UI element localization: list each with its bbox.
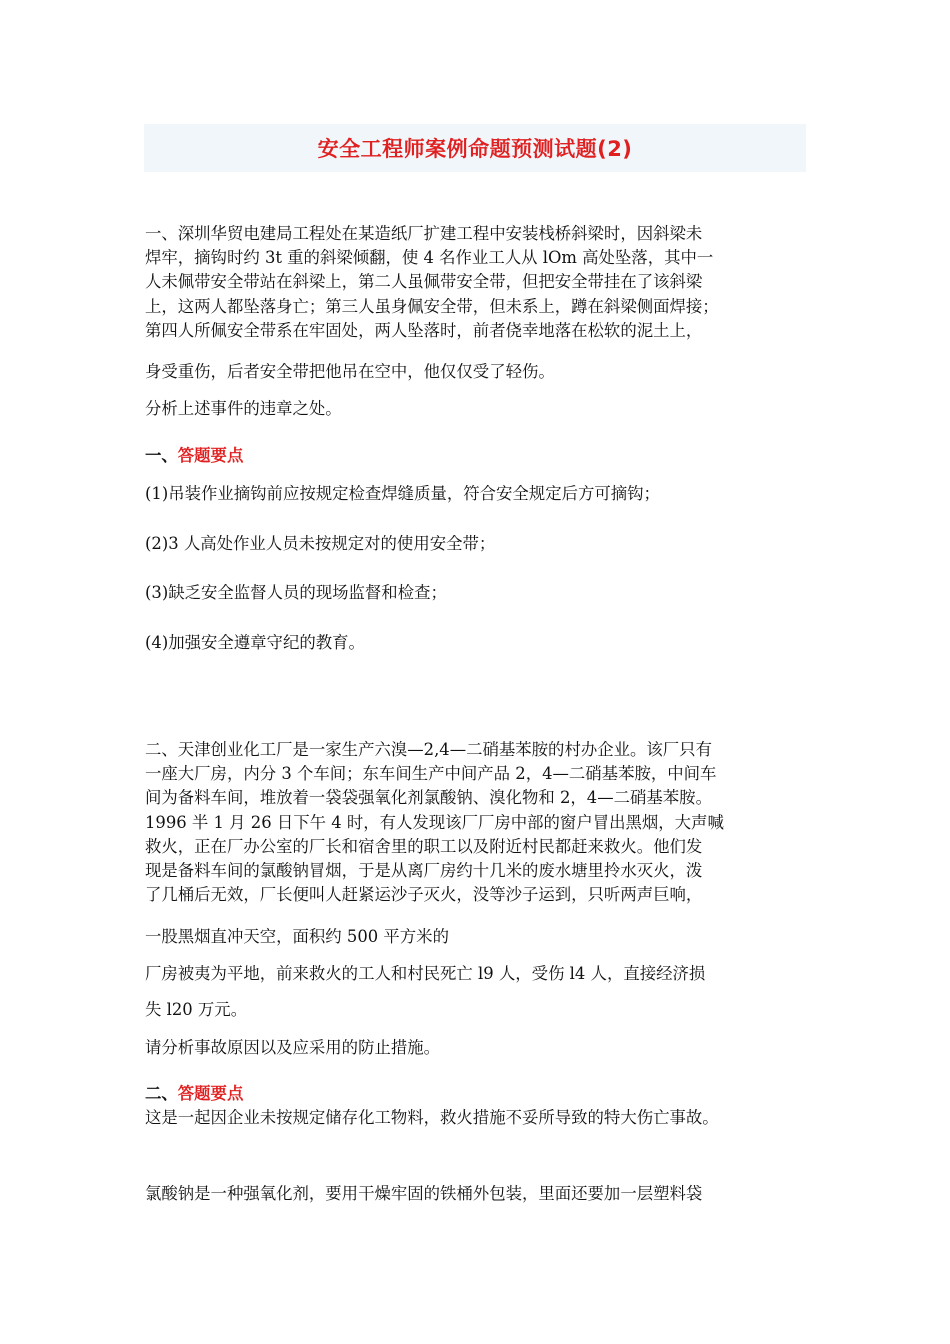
answer2-heading-num: 二、 <box>145 1084 178 1103</box>
answer1-point-1: (1)吊装作业摘钩前应按规定检查焊缝质量，符合安全规定后方可摘钩； <box>145 484 660 503</box>
answer2-summary: 这是一起因企业未按规定储存化工物料，救火措施不妥所导致的特大伤亡事故。 <box>145 1108 719 1127</box>
case1-line-after: 身受重伤，后者安全带把他吊在空中，他仅仅受了轻伤。 <box>145 362 555 381</box>
case1-line: 第四人所佩安全带系在牢固处，两人坠落时，前者侥幸地落在松软的泥土上， <box>145 320 703 340</box>
page-title: 安全工程师案例命题预测试题(2) <box>317 137 633 161</box>
case1-line: 一、深圳华贸电建局工程处在某造纸厂扩建工程中安装栈桥斜梁时，因斜梁未 <box>145 224 703 243</box>
answer2-heading-label: 答题要点 <box>177 1084 244 1103</box>
case2-question: 请分析事故原因以及应采用的防止措施。 <box>145 1038 441 1057</box>
answer2-detail: 氯酸钠是一种强氧化剂，要用干燥牢固的铁桶外包装，里面还要加一层塑料袋 <box>145 1184 703 1203</box>
title-band <box>144 124 806 172</box>
case1-paragraph <box>145 222 811 343</box>
case2-line-a: 一股黑烟直冲天空，面积约 500 平方米的 <box>145 927 449 946</box>
case2-line: 一座大厂房，内分 3 个车间；东车间生产中间产品 2，4—二硝基苯胺，中间车 <box>145 764 717 784</box>
case2-line-b: 厂房被夷为平地，前来救火的工人和村民死亡 l9 人，受伤 l4 人，直接经济损 <box>145 964 706 983</box>
case2-line: 1996 半 1 月 26 日下午 4 时，有人发现该厂厂房中部的窗户冒出黑烟，大声喊 <box>145 812 724 832</box>
case2-line: 现是备料车间的氯酸钠冒烟，于是从离厂房约十几米的废水塘里拎水灭火，泼 <box>145 861 703 881</box>
case1-line: 人未佩带安全带站在斜梁上，第二人虽佩带安全带，但把安全带挂在了该斜梁 <box>145 272 703 292</box>
case2-paragraph <box>145 738 811 907</box>
case1-line: 上，这两人都坠落身亡；第三人虽身佩安全带，但未系上，蹲在斜梁侧面焊接； <box>145 296 719 316</box>
case1-question: 分析上述事件的违章之处。 <box>145 399 342 418</box>
case2-line: 救火，正在厂办公室的厂长和宿舍里的职工以及附近村民都赶来救火。他们发 <box>145 836 703 856</box>
answer1-heading-label: 答题要点 <box>177 446 244 465</box>
answer1-point-4: (4)加强安全遵章守纪的教育。 <box>145 633 365 652</box>
answer1-heading <box>145 444 243 468</box>
answer1-heading-num: 一、 <box>145 446 178 465</box>
case2-line: 了几桶后无效，厂长便叫人赶紧运沙子灭火，没等沙子运到，只听两声巨响， <box>145 885 703 905</box>
answer2-heading <box>145 1082 243 1106</box>
answer1-point-3: (3)缺乏安全监督人员的现场监督和检查； <box>145 583 447 602</box>
answer1-point-2: (2)3 人高处作业人员未按规定对的使用安全带； <box>145 534 496 553</box>
case2-line: 二、天津创业化工厂是一家生产六溴—2,4—二硝基苯胺的村办企业。该厂只有 <box>145 740 712 759</box>
case2-line: 间为备料车间，堆放着一袋袋强氧化剂氯酸钠、溴化物和 2，4—二硝基苯胺。 <box>145 788 712 808</box>
case1-line: 焊牢，摘钩时约 3t 重的斜梁倾翻，使 4 名作业工人从 lOm 高处坠落，其中一 <box>145 248 714 268</box>
case2-line-c: 失 l20 万元。 <box>145 1000 248 1019</box>
